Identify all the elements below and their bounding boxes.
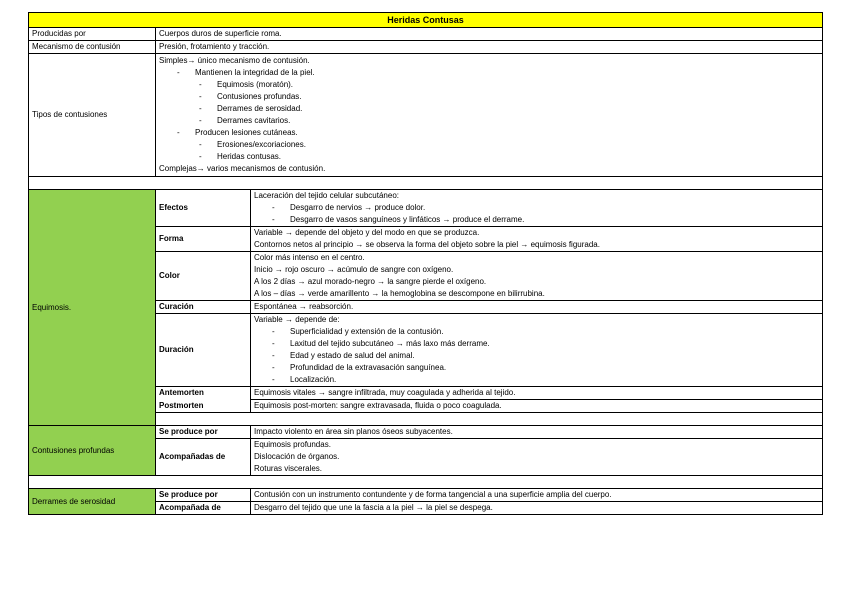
row-producidas [29,28,823,41]
value-producidas: Cuerpos duros de superficie roma. [156,28,823,41]
tipos-producen-item: - Heridas contusas. [159,151,819,163]
value-mecanismo: Presión, frotamiento y tracción. [156,41,823,54]
duracion-item: - Localización. [254,374,819,386]
value-cont-acomp [251,439,823,476]
forma-line: Contornos netos al principio → se observa la forma del objeto sobre la piel → equimosis figurada. [254,240,600,249]
tipos-mantienen-item: - Contusiones profundas. [159,91,819,103]
label-duracion: Duración [156,314,251,387]
label-postmorten: Postmorten [156,400,251,413]
color-line: A los 2 días → azul morado-negro → la sangre pierde el oxígeno. [254,277,487,286]
label-color: Color [156,252,251,301]
tipos-producen-item: - Erosiones/excoriaciones. [159,139,819,151]
document [28,12,822,515]
label-tipos: Tipos de contusiones [29,54,156,177]
value-tipos [156,54,823,177]
tipos-mantienen-item: - Derrames cavitarios. [159,115,819,127]
label-mecanismo: Mecanismo de contusión [29,41,156,54]
row-tipos [29,54,823,177]
efectos-intro: Laceración del tejido celular subcutáneo: [254,191,399,200]
tipos-complejas: Complejas→ varios mecanismos de contusión. [159,164,326,173]
value-duracion [251,314,823,387]
value-curacion: Espontánea → reabsorción. [251,301,823,314]
spacer-row [29,476,823,489]
value-cont-seproduce: Impacto violento en área sin planos óseos subyacentes. [251,426,823,439]
label-efectos: Efectos [156,190,251,227]
duracion-item: - Laxitud del tejido subcutáneo → más laxo más derrame. [254,338,819,350]
value-der-acomp: Desgarro del tejido que une la fascia a la piel → la piel se despega. [251,502,823,515]
row-der-seproduce [29,489,823,502]
row-mecanismo [29,41,823,54]
label-forma: Forma [156,227,251,252]
value-color [251,252,823,301]
label-cont-seproduce: Se produce por [156,426,251,439]
table-title: Heridas Contusas [29,13,823,28]
label-contusiones: Contusiones profundas [29,426,156,476]
duracion-intro: Variable → depende de: [254,315,340,324]
title-row [29,13,823,28]
tipos-mantienen-item: - Equimosis (moratón). [159,79,819,91]
label-derrames: Derrames de serosidad [29,489,156,515]
tipos-simples: Simples→ único mecanismo de contusión. [159,56,310,65]
tipos-producen: - Producen lesiones cutáneas. [159,127,819,139]
label-curacion: Curación [156,301,251,314]
row-cont-seproduce [29,426,823,439]
row-efectos [29,190,823,227]
efectos-item: - Desgarro de nervios → produce dolor. [254,202,819,214]
color-line: Color más intenso en el centro. [254,253,365,262]
cont-acomp-item: Roturas viscerales. [254,464,323,473]
label-der-acomp: Acompañada de [156,502,251,515]
label-antemorten: Antemorten [156,387,251,400]
value-der-seproduce: Contusión con un instrumento contundente y de forma tangencial a una superficie amplia del cuerpo. [251,489,823,502]
duracion-item: - Profundidad de la extravasación sanguínea. [254,362,819,374]
color-line: Inicio → rojo oscuro → acúmulo de sangre con oxígeno. [254,265,454,274]
color-line: A los – días → verde amarillento → la hemoglobina se descompone en bilirrubina. [254,289,545,298]
label-cont-acomp: Acompañadas de [156,439,251,476]
value-postmorten: Equimosis post-morten: sangre extravasada, fluida o poco coagulada. [251,400,823,413]
cont-acomp-item: Dislocación de órganos. [254,452,340,461]
cont-acomp-item: Equimosis profundas. [254,440,331,449]
value-efectos [251,190,823,227]
tipos-mantienen-item: - Derrames de serosidad. [159,103,819,115]
label-equimosis: Equimosis. [29,190,156,426]
spacer-row [29,177,823,190]
duracion-item: - Superficialidad y extensión de la contusión. [254,326,819,338]
heridas-table [28,12,823,515]
value-antemorten: Equimosis vitales → sangre infiltrada, muy coagulada y adherida al tejido. [251,387,823,400]
value-forma [251,227,823,252]
label-producidas: Producidas por [29,28,156,41]
duracion-item: - Edad y estado de salud del animal. [254,350,819,362]
efectos-item: - Desgarro de vasos sanguíneos y linfáticos → produce el derrame. [254,214,819,226]
forma-line: Variable → depende del objeto y del modo en que se produzca. [254,228,480,237]
tipos-mantienen: - Mantienen la integridad de la piel. [159,67,819,79]
label-der-seproduce: Se produce por [156,489,251,502]
